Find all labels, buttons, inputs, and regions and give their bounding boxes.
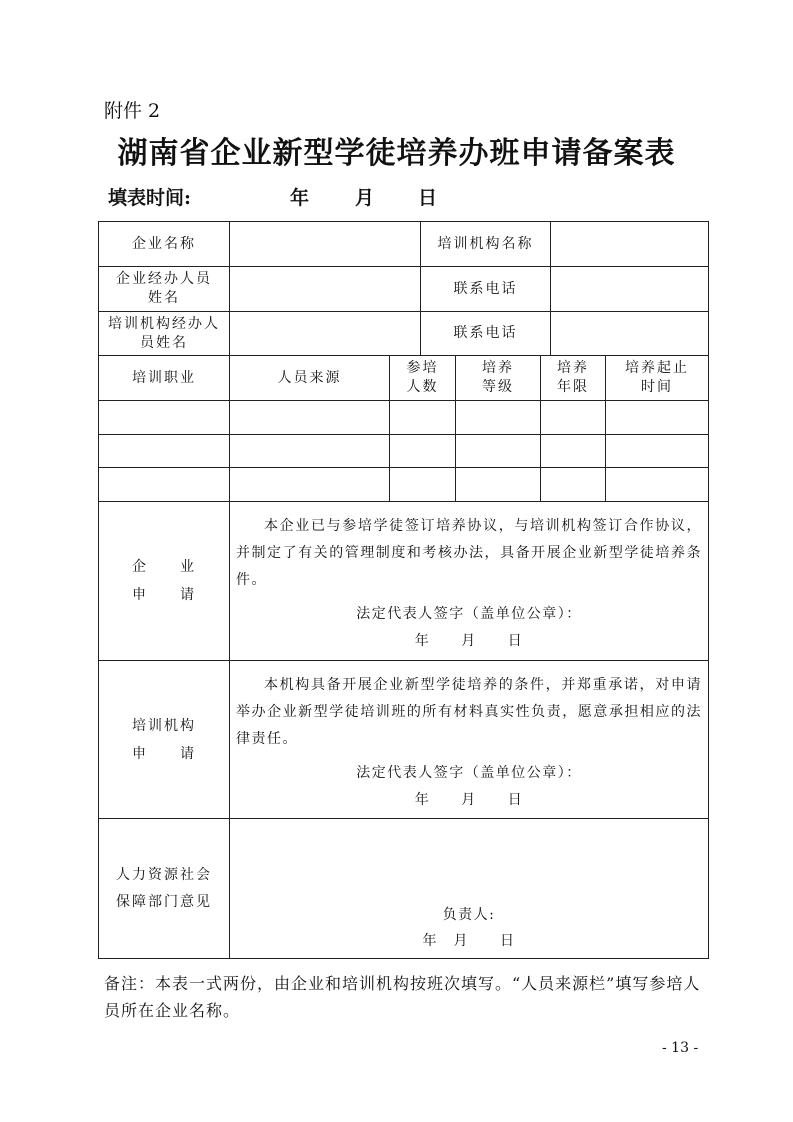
hr-opinion-responsible: 负责人:: [442, 907, 496, 923]
column-header-duration: [541, 356, 605, 400]
fill-time-month: 月: [355, 187, 375, 209]
company-name-label-text: 企业名称: [132, 235, 196, 252]
table-cell[interactable]: [230, 468, 389, 501]
column-header-participants: [390, 356, 455, 400]
table-cell[interactable]: [230, 435, 389, 467]
org-apply-label-line2: 申 请: [132, 745, 196, 762]
table-cell[interactable]: [541, 435, 605, 467]
table-cell[interactable]: [230, 401, 389, 434]
company-handler-label: [99, 267, 229, 311]
org-apply-date: 年 月 日: [414, 792, 524, 808]
company-phone-field[interactable]: [551, 267, 708, 311]
hr-opinion-date: 年 月 日: [422, 933, 516, 949]
org-handler-label-line1: 培训机构经办人: [108, 315, 220, 332]
org-phone-label-text: 联系电话: [453, 325, 518, 341]
org-apply-statement: 本机构具备开展企业新型学徒培养的条件，并郑重承诺，对申请举办企业新型学徒培训班的所有材料真实性负责，愿意承担相应的法律责任。: [236, 677, 702, 747]
table-cell[interactable]: [99, 435, 229, 467]
org-phone-field[interactable]: [551, 312, 708, 355]
training-org-name-label-text: 培训机构名称: [437, 235, 534, 252]
table-cell[interactable]: [606, 401, 708, 434]
column-header-period: [606, 356, 708, 400]
table-border-bottom: [98, 958, 709, 959]
document-title: 湖南省企业新型学徒培养办班申请备案表: [117, 136, 676, 171]
fill-time-year: 年: [290, 187, 310, 209]
company-phone-label: [421, 267, 550, 311]
column-header-text: 等级: [482, 379, 514, 395]
hr-opinion-label: [99, 819, 229, 958]
company-apply-label: [99, 502, 229, 660]
column-header-occupation: [99, 356, 229, 400]
org-apply-label: [99, 661, 229, 818]
org-apply-signature: 法定代表人签字（盖单位公章）：: [356, 765, 582, 781]
hr-opinion-label-line2: 保障部门意见: [116, 893, 212, 910]
company-apply-statement: 本企业已与参培学徒签订培养协议，与培训机构签订合作协议，并制定了有关的管理制度和考核办法，具备开展企业新型学徒培养条件。: [236, 518, 702, 588]
column-header-text: 培训职业: [132, 369, 196, 386]
column-header-text: 人数: [406, 379, 439, 395]
training-org-name-field[interactable]: [551, 222, 708, 266]
column-header-text: 人员来源: [277, 369, 342, 386]
company-apply-date: 年 月 日: [414, 633, 524, 649]
table-cell[interactable]: [541, 401, 605, 434]
column-header-text: 培养: [482, 360, 514, 376]
table-cell[interactable]: [606, 435, 708, 467]
company-apply-label-line1: 企 业: [132, 559, 196, 575]
org-handler-label-line2: 员姓名: [140, 334, 188, 351]
training-org-name-label: [421, 222, 550, 266]
column-header-text: 时间: [641, 379, 673, 395]
column-header-text: 参培: [406, 360, 439, 376]
table-cell[interactable]: [390, 401, 455, 434]
column-header-text: 培养: [557, 360, 589, 376]
company-handler-label-line2: 姓名: [148, 290, 180, 306]
table-cell[interactable]: [606, 468, 708, 501]
company-phone-label-text: 联系电话: [453, 280, 518, 297]
page-number: - 13 -: [662, 1040, 699, 1056]
table-cell[interactable]: [390, 435, 455, 467]
company-handler-field[interactable]: [230, 267, 420, 311]
fill-time-day: 日: [418, 187, 438, 209]
company-apply-signature: 法定代表人签字（盖单位公章）：: [356, 606, 582, 622]
table-cell[interactable]: [456, 435, 540, 467]
org-handler-label: [99, 312, 229, 355]
column-header-text: 年限: [557, 379, 589, 395]
footnote: 备注：本表一式两份，由企业和培训机构按班次填写。“人员来源栏”填写参培人员所在企业名称。: [104, 974, 701, 1020]
org-handler-field[interactable]: [230, 312, 420, 355]
company-apply-label-line2: 申 请: [132, 587, 196, 603]
table-cell[interactable]: [541, 468, 605, 501]
column-header-text: 培养起止: [625, 360, 689, 376]
attachment-label: 附件 2: [104, 100, 161, 122]
company-handler-label-line1: 企业经办人员: [116, 271, 212, 287]
table-cell[interactable]: [456, 401, 540, 434]
column-header-level: [456, 356, 540, 400]
table-cell[interactable]: [456, 468, 540, 501]
table-cell[interactable]: [99, 468, 229, 501]
org-phone-label: [421, 312, 550, 355]
company-name-label: [99, 222, 229, 266]
fill-time-label: 填表时间:: [108, 187, 192, 209]
hr-opinion-label-line1: 人力资源社会: [116, 866, 212, 883]
company-name-field[interactable]: [230, 222, 420, 266]
table-cell[interactable]: [390, 468, 455, 501]
table-border-right: [708, 221, 709, 959]
table-cell[interactable]: [99, 401, 229, 434]
hr-opinion-field[interactable]: [230, 819, 708, 899]
org-apply-label-line1: 培训机构: [132, 717, 196, 734]
column-header-source: [230, 356, 389, 400]
